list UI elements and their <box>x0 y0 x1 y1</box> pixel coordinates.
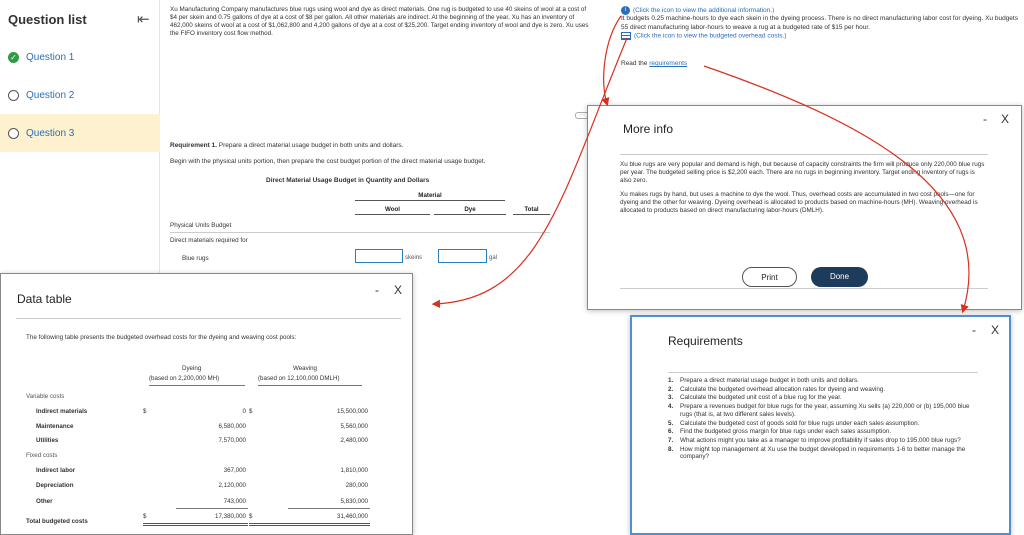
close-icon[interactable]: X <box>1001 112 1010 126</box>
list-item <box>668 437 978 445</box>
sidebar-item-label: Question 1 <box>26 51 75 63</box>
dyeing-value: 367,000 <box>223 467 246 474</box>
row-sub-label: Blue rugs <box>182 255 209 262</box>
requirements-title: Requirements <box>668 334 743 348</box>
req-text: Calculate the budgeted unit cost of a blue rug for the year. <box>680 394 842 402</box>
weaving-basis: (based on 12,100,000 DMLH) <box>258 375 340 382</box>
minimize-icon[interactable]: - <box>983 112 987 126</box>
sidebar-item-label: Question 2 <box>26 89 75 101</box>
overhead-costs-link[interactable]: (Click the icon to view the budgeted overhead costs.) <box>634 32 787 40</box>
dyeing-value: 743,000 <box>223 498 246 505</box>
dyeing-value: 0 <box>242 408 246 415</box>
req-text: What actions might you take as a manager to improve profitability if sales drop to 195,000 blue rugs? <box>680 436 961 444</box>
wool-skeins-input[interactable] <box>355 249 403 263</box>
more-info-paragraph-1: Xu blue rugs are very popular and demand is high, but because of capacity constraints the firm will produce only 220,000 blue rugs per year. The budgeted selling price is $2,200 each. There are no rugs in beginning inventory. Target ending inventory of rugs is also zero. <box>620 161 985 184</box>
total-costs-label: Total budgeted costs <box>26 518 88 525</box>
close-icon[interactable]: X <box>394 283 403 297</box>
row-label: Maintenance <box>36 423 74 430</box>
more-info-modal <box>587 105 1022 310</box>
dyeing-value: 7,570,000 <box>218 437 246 444</box>
total-rule <box>249 523 370 526</box>
row-label: Utilities <box>36 437 59 444</box>
more-info-body <box>620 154 988 289</box>
minimize-icon[interactable]: - <box>375 283 379 297</box>
material-header: Material <box>355 192 505 201</box>
req-number: 8. <box>668 445 674 453</box>
data-table-title: Data table <box>17 292 72 306</box>
subtotal-rule <box>288 508 370 509</box>
sidebar-item-question-1[interactable] <box>0 38 160 76</box>
close-icon[interactable]: X <box>991 323 1000 337</box>
dyeing-value: 2,120,000 <box>218 482 246 489</box>
skeins-unit: skeins <box>405 255 423 261</box>
section-divider <box>170 232 550 233</box>
more-info-paragraph-2: Xu makes rugs by hand, but uses a machine to dye the wool. Thus, overhead costs are accumulated in two cost pools—one for dyeing and the other for weaving. Dyeing overhead is allocated to products based on machine-hours (MH). Weaving overhead is allocated to products based on direct manufacturing labor-hours (DMLH). <box>620 191 978 214</box>
data-table-body <box>16 318 401 530</box>
row-label: Indirect labor <box>36 467 76 474</box>
req-number: 6. <box>668 428 674 436</box>
req-number: 4. <box>668 403 674 411</box>
additional-info-link[interactable]: (Click the icon to view the additional information.) <box>633 7 775 15</box>
requirement-1-heading <box>170 142 403 149</box>
dollar-sign: $ <box>143 408 147 415</box>
row-label: Indirect materials <box>36 408 88 415</box>
collapse-left-icon[interactable]: ⇤ <box>137 11 150 28</box>
sidebar-item-question-2[interactable] <box>0 76 160 114</box>
requirement-1-label: Requirement 1. <box>170 142 217 149</box>
requirements-modal <box>630 315 1011 535</box>
col-wool-header: Wool <box>355 206 430 215</box>
requirement-1-text: Prepare a direct material usage budget in both units and dollars. <box>218 142 404 149</box>
dyeing-value: 6,580,000 <box>218 423 246 430</box>
list-item <box>668 446 978 461</box>
more-info-title: More info <box>623 122 674 136</box>
additional-info-area <box>621 6 1021 41</box>
header-rule <box>149 385 245 386</box>
table-icon[interactable] <box>621 32 631 40</box>
subtotal-rule <box>176 508 248 509</box>
list-item <box>668 394 978 402</box>
info-icon[interactable]: i <box>621 6 630 15</box>
gal-unit: gal <box>489 255 498 261</box>
row-label: Direct materials required for <box>170 237 248 244</box>
weaving-value: 5,560,000 <box>340 423 368 430</box>
minimize-icon[interactable]: - <box>972 323 976 337</box>
variable-costs-label: Variable costs <box>26 393 65 400</box>
req-text: Find the budgeted gross margin for blue rugs under each sales assumption. <box>680 428 892 436</box>
sidebar-item-label: Question 3 <box>26 127 75 139</box>
list-item <box>668 428 978 436</box>
req-number: 5. <box>668 419 674 427</box>
dyeing-total: 17,380,000 <box>215 513 246 520</box>
data-table-caption: The following table presents the budgeted overhead costs for the dyeing and weaving cost pools: <box>26 334 297 341</box>
weaving-header: Weaving <box>293 365 317 372</box>
fixed-costs-label: Fixed costs <box>26 452 58 459</box>
weaving-value: 280,000 <box>345 482 368 489</box>
req-text: Prepare a direct material usage budget in both units and dollars. <box>680 377 859 384</box>
weaving-value: 2,480,000 <box>340 437 368 444</box>
check-icon: ✓ <box>8 52 19 63</box>
read-prefix: Read the <box>621 60 648 67</box>
col-total-header: Total <box>513 206 550 215</box>
circle-icon <box>8 90 19 101</box>
req-text: Prepare a revenues budget for blue rugs for the year, assuming Xu sells (a) 220,000 or (b) 195,000 blue rugs (that is, at two different sales levels). <box>680 403 970 418</box>
dollar-sign: $ <box>249 408 253 415</box>
req-text: Calculate the budgeted cost of goods sold for blue rugs under each sales assumption. <box>680 419 920 427</box>
weaving-value: 1,810,000 <box>340 467 368 474</box>
req-number: 1. <box>668 377 674 384</box>
read-requirements <box>621 60 687 67</box>
row-label: Other <box>36 498 53 505</box>
dyeing-header: Dyeing <box>182 365 202 372</box>
req-text: Calculate the budgeted overhead allocation rates for dyeing and weaving. <box>680 385 886 393</box>
req-text: How might top management at Xu use the budget developed in requirements 1-6 to better manage the company? <box>680 445 966 461</box>
req-number: 2. <box>668 385 674 393</box>
dye-gallons-input[interactable] <box>438 249 487 263</box>
problem-text: Xu Manufacturing Company manufactures blue rugs using wool and dye as direct materials. One rug is budgeted to use 40 skeins of wool at a cost of $4 per skein and 0.75 gallons of dye at a cost of $8 per gallon. All other materials are indirect. At the beginning of the year, Xu has an inventory of 462,000 skeins of wool at a cost of $1,062,800 and 4,200 gallons of dye at a cost of $25,200. Target ending inventory of wool and dye is zero. Xu uses the FIFO inventory cost flow method. <box>170 6 589 38</box>
sidebar-title: Question list <box>8 12 87 27</box>
list-item <box>668 403 978 418</box>
circle-icon <box>8 128 19 139</box>
requirements-link[interactable]: requirements <box>649 60 688 67</box>
done-button[interactable]: Done <box>811 267 868 287</box>
list-item <box>668 386 978 394</box>
weaving-total: 31,460,000 <box>337 513 368 520</box>
weaving-value: 15,500,000 <box>337 408 368 415</box>
dollar-sign: $ <box>249 513 253 520</box>
list-item <box>668 420 978 428</box>
sidebar-item-question-3[interactable] <box>0 114 160 152</box>
list-item <box>668 377 978 385</box>
budget-info-text: It budgets 0.25 machine-hours to dye each skein in the dyeing process. There is no direct manufacturing labor cost for dyeing. Xu budgets 55 direct manufacturing labor-hours to weave a rug at a budgeted rate of $15 per hour. <box>621 15 1018 31</box>
print-button[interactable]: Print <box>742 267 797 287</box>
budget-title: Direct Material Usage Budget in Quantity and Dollars <box>266 177 430 184</box>
header-rule <box>258 385 362 386</box>
row-label: Depreciation <box>36 482 74 489</box>
more-options-icon[interactable]: ··· <box>575 112 589 119</box>
req-number: 3. <box>668 394 674 402</box>
arrow-to-more-info <box>604 16 621 104</box>
data-table-modal <box>0 273 413 535</box>
total-rule <box>143 523 248 526</box>
req-number: 7. <box>668 436 674 444</box>
dollar-sign: $ <box>143 513 147 520</box>
weaving-value: 5,830,000 <box>340 498 368 505</box>
col-dye-header: Dye <box>434 206 506 215</box>
requirements-list <box>668 372 978 462</box>
dyeing-basis: (based on 2,200,000 MH) <box>149 375 220 382</box>
physical-units-section: Physical Units Budget <box>170 222 232 229</box>
requirement-1-instruction: Begin with the physical units portion, then prepare the cost budget portion of the direct material usage budget. <box>170 158 486 165</box>
